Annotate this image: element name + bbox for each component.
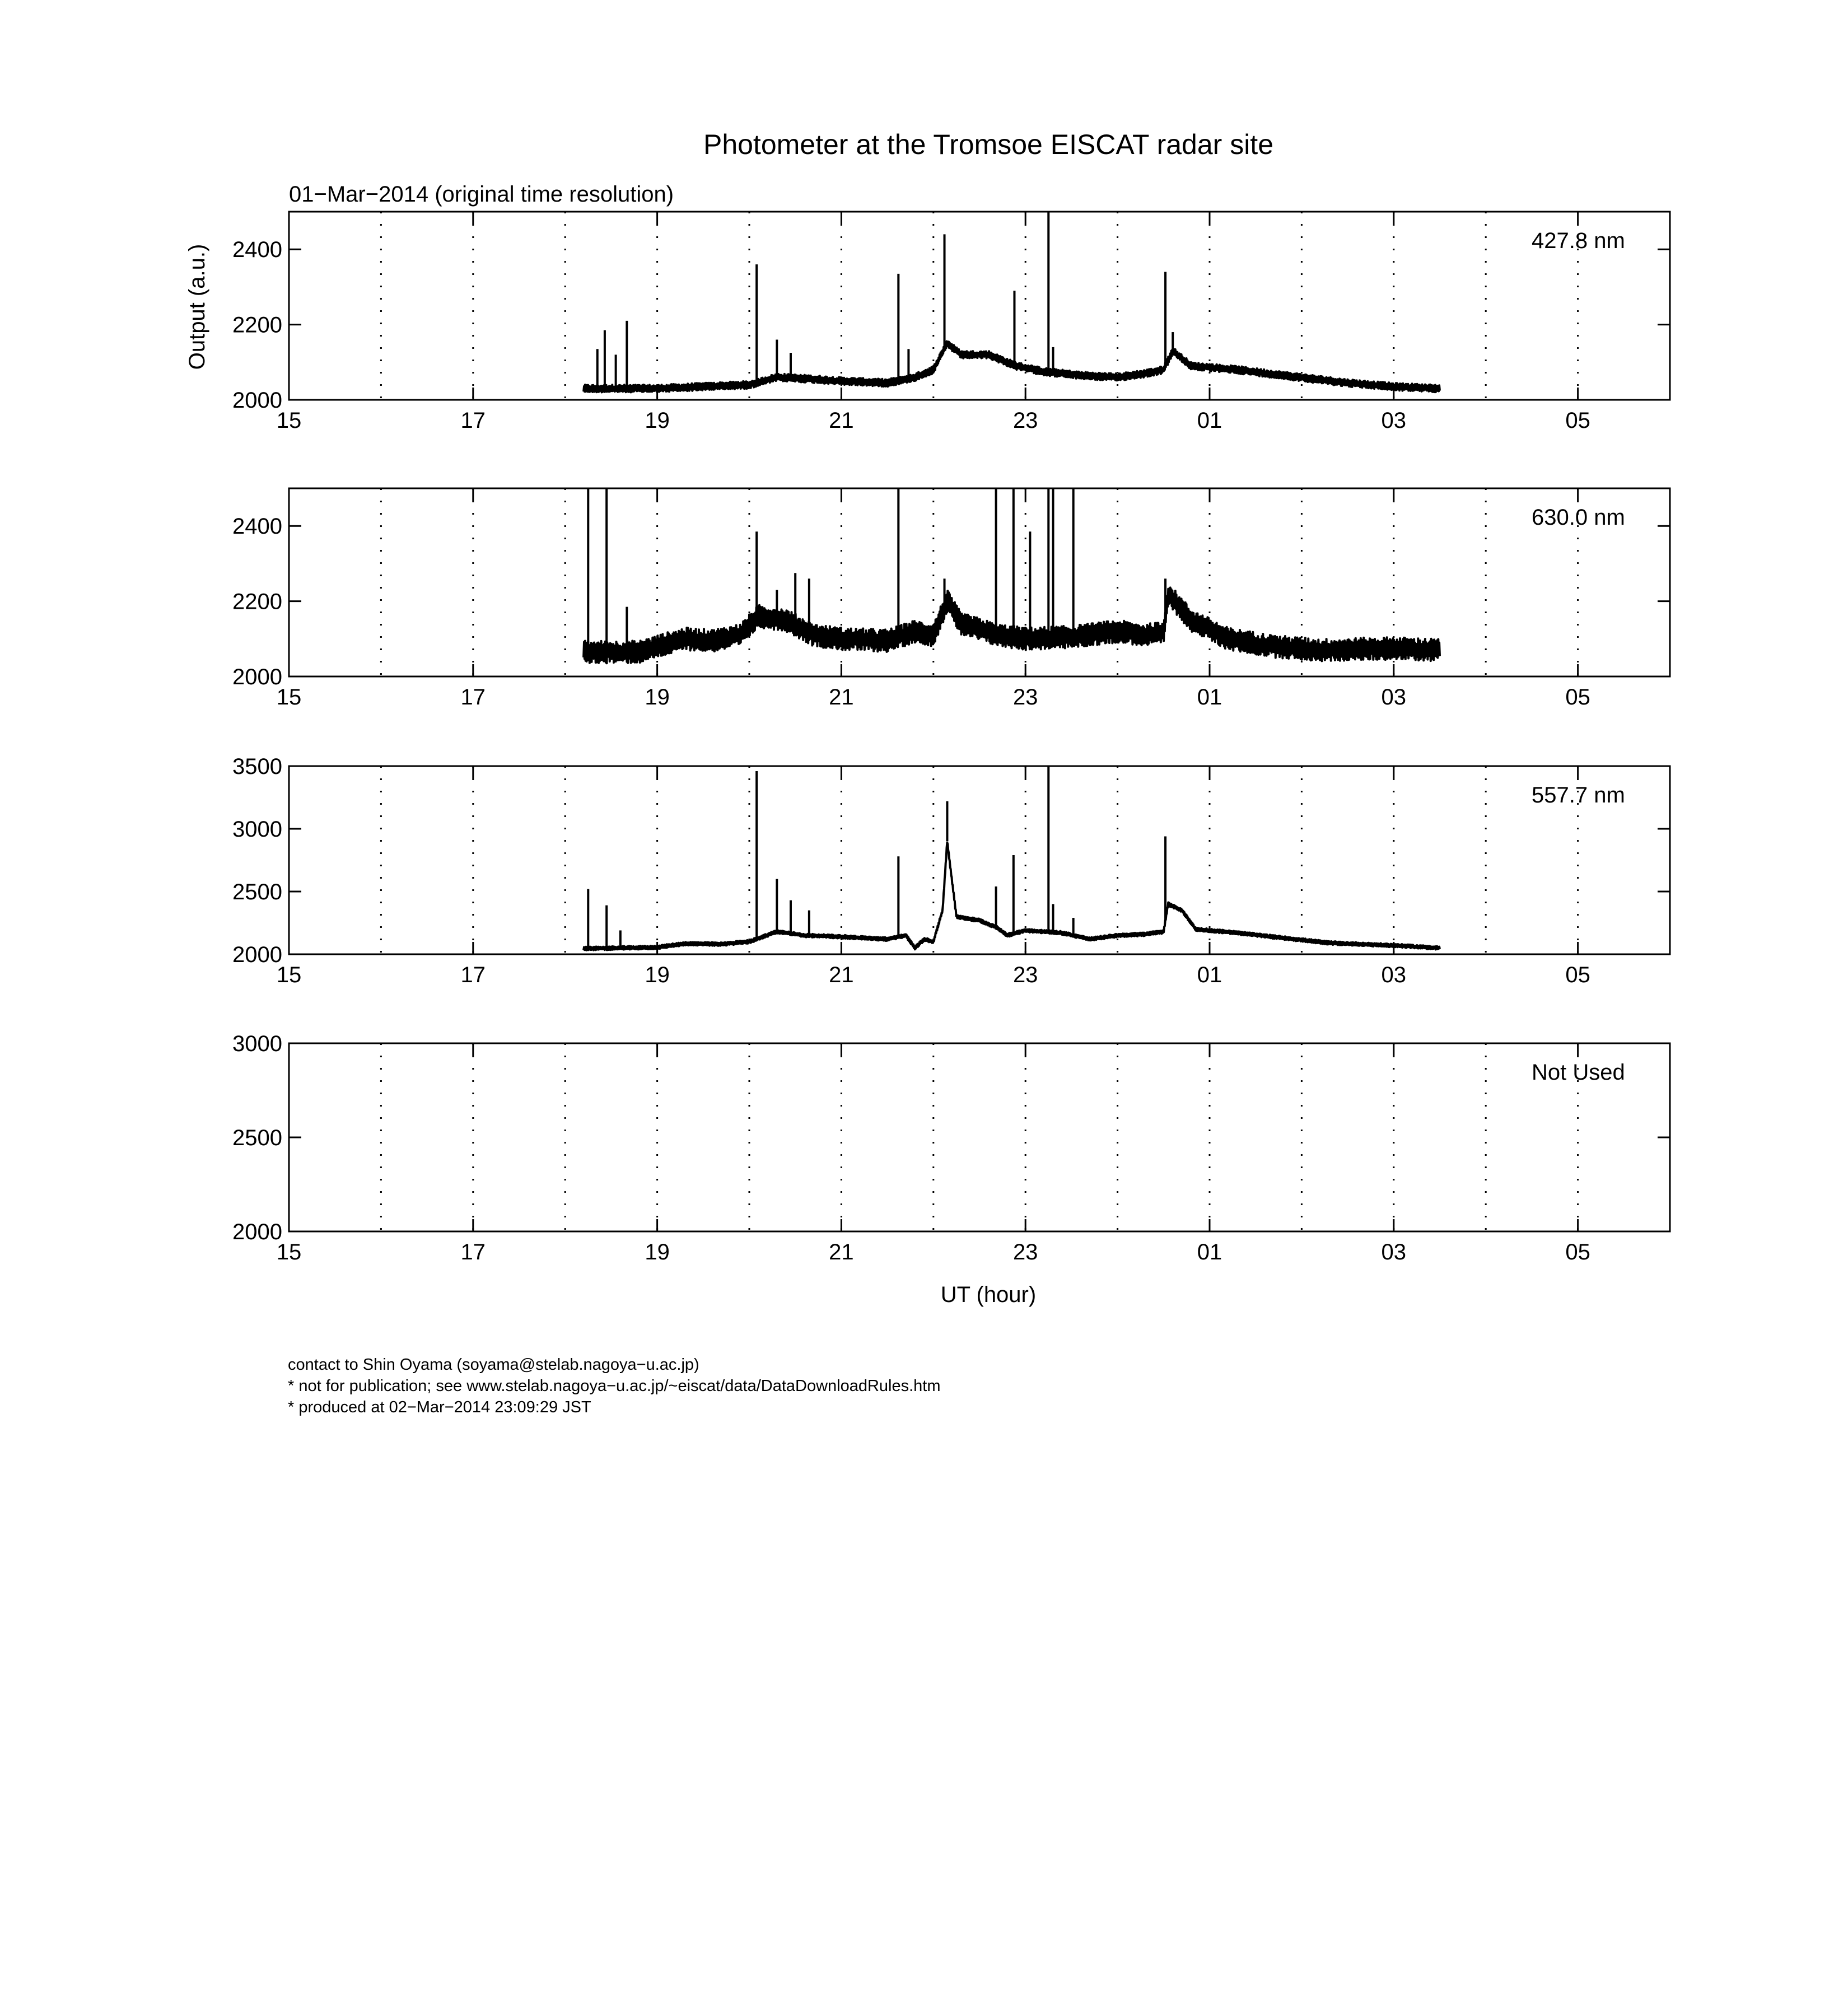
x-tick-label: 21 [829, 963, 854, 987]
x-tick-label: 03 [1381, 963, 1407, 987]
y-tick-label: 2500 [232, 1126, 282, 1150]
figure-subtitle: 01−Mar−2014 (original time resolution) [289, 182, 674, 207]
data-series-line [584, 587, 1440, 663]
x-tick-label: 15 [276, 408, 302, 433]
channel-label: Not Used [1532, 1060, 1625, 1085]
channel-label: 630.0 nm [1532, 505, 1625, 530]
plot-frame [289, 1043, 1670, 1231]
x-tick-label: 19 [645, 685, 670, 710]
x-tick-label: 23 [1012, 685, 1038, 710]
x-tick-label: 15 [276, 963, 302, 987]
panel-4 [232, 1032, 1670, 1264]
footer-notes [288, 1354, 941, 1418]
x-tick-label: 23 [1012, 408, 1038, 433]
footer-produced-at: * produced at 02−Mar−2014 23:09:29 JST [288, 1398, 591, 1416]
x-tick-label: 05 [1565, 408, 1590, 433]
x-tick-label: 19 [645, 1240, 670, 1264]
data-series-line [584, 342, 1440, 393]
y-tick-label: 2000 [232, 388, 282, 413]
x-tick-label: 03 [1381, 408, 1407, 433]
x-tick-label: 05 [1565, 1240, 1590, 1264]
x-tick-label: 01 [1197, 1240, 1222, 1264]
data-series-line [584, 843, 1440, 950]
x-tick-label: 05 [1565, 685, 1590, 710]
y-tick-label: 2400 [232, 237, 282, 263]
footer-publication-note: * not for publication; see www.stelab.nagoya−u.ac.jp/~eiscat/data/DataDownloadRules.htm [288, 1377, 941, 1395]
x-tick-label: 19 [645, 963, 670, 987]
y-tick-label: 2000 [232, 1220, 282, 1244]
x-tick-label: 17 [460, 963, 486, 987]
y-axis-label: Output (a.u.) [185, 244, 209, 370]
x-axis-label: UT (hour) [940, 1282, 1037, 1307]
x-tick-label: 23 [1012, 1240, 1038, 1264]
channel-label: 427.8 nm [1532, 228, 1625, 253]
x-tick-label: 01 [1197, 963, 1222, 987]
x-tick-label: 17 [460, 1240, 486, 1264]
x-tick-label: 21 [829, 408, 854, 433]
y-tick-label: 2400 [232, 514, 282, 539]
panel-3 [232, 754, 1670, 987]
x-tick-label: 01 [1197, 685, 1222, 710]
plot-frame [289, 212, 1670, 400]
x-tick-label: 05 [1565, 963, 1590, 987]
x-tick-label: 15 [276, 685, 302, 710]
y-tick-label: 3000 [232, 817, 282, 842]
x-tick-label: 21 [829, 1240, 854, 1264]
x-tick-label: 15 [276, 1240, 302, 1264]
x-tick-label: 21 [829, 685, 854, 710]
x-tick-label: 19 [645, 408, 670, 433]
y-tick-label: 2000 [232, 665, 282, 689]
plot-frame [289, 766, 1670, 954]
channel-label: 557.7 nm [1532, 783, 1625, 808]
panel-2 [232, 488, 1670, 710]
x-tick-label: 23 [1012, 963, 1038, 987]
y-tick-label: 3500 [232, 754, 282, 779]
plot-frame [289, 488, 1670, 676]
x-tick-label: 17 [460, 685, 486, 710]
x-tick-label: 17 [460, 408, 486, 433]
panels [232, 212, 1670, 1264]
y-tick-label: 3000 [232, 1032, 282, 1056]
figure-title: Photometer at the Tromsoe EISCAT radar site [703, 129, 1274, 160]
y-tick-label: 2500 [232, 880, 282, 904]
x-tick-label: 01 [1197, 408, 1222, 433]
y-tick-label: 2000 [232, 942, 282, 967]
x-tick-label: 03 [1381, 1240, 1407, 1264]
y-tick-label: 2200 [232, 589, 282, 614]
panel-1 [232, 212, 1670, 433]
x-tick-label: 03 [1381, 685, 1407, 710]
footer-contact: contact to Shin Oyama (soyama@stelab.nagoya−u.ac.jp) [288, 1356, 699, 1374]
y-tick-label: 2200 [232, 312, 282, 338]
